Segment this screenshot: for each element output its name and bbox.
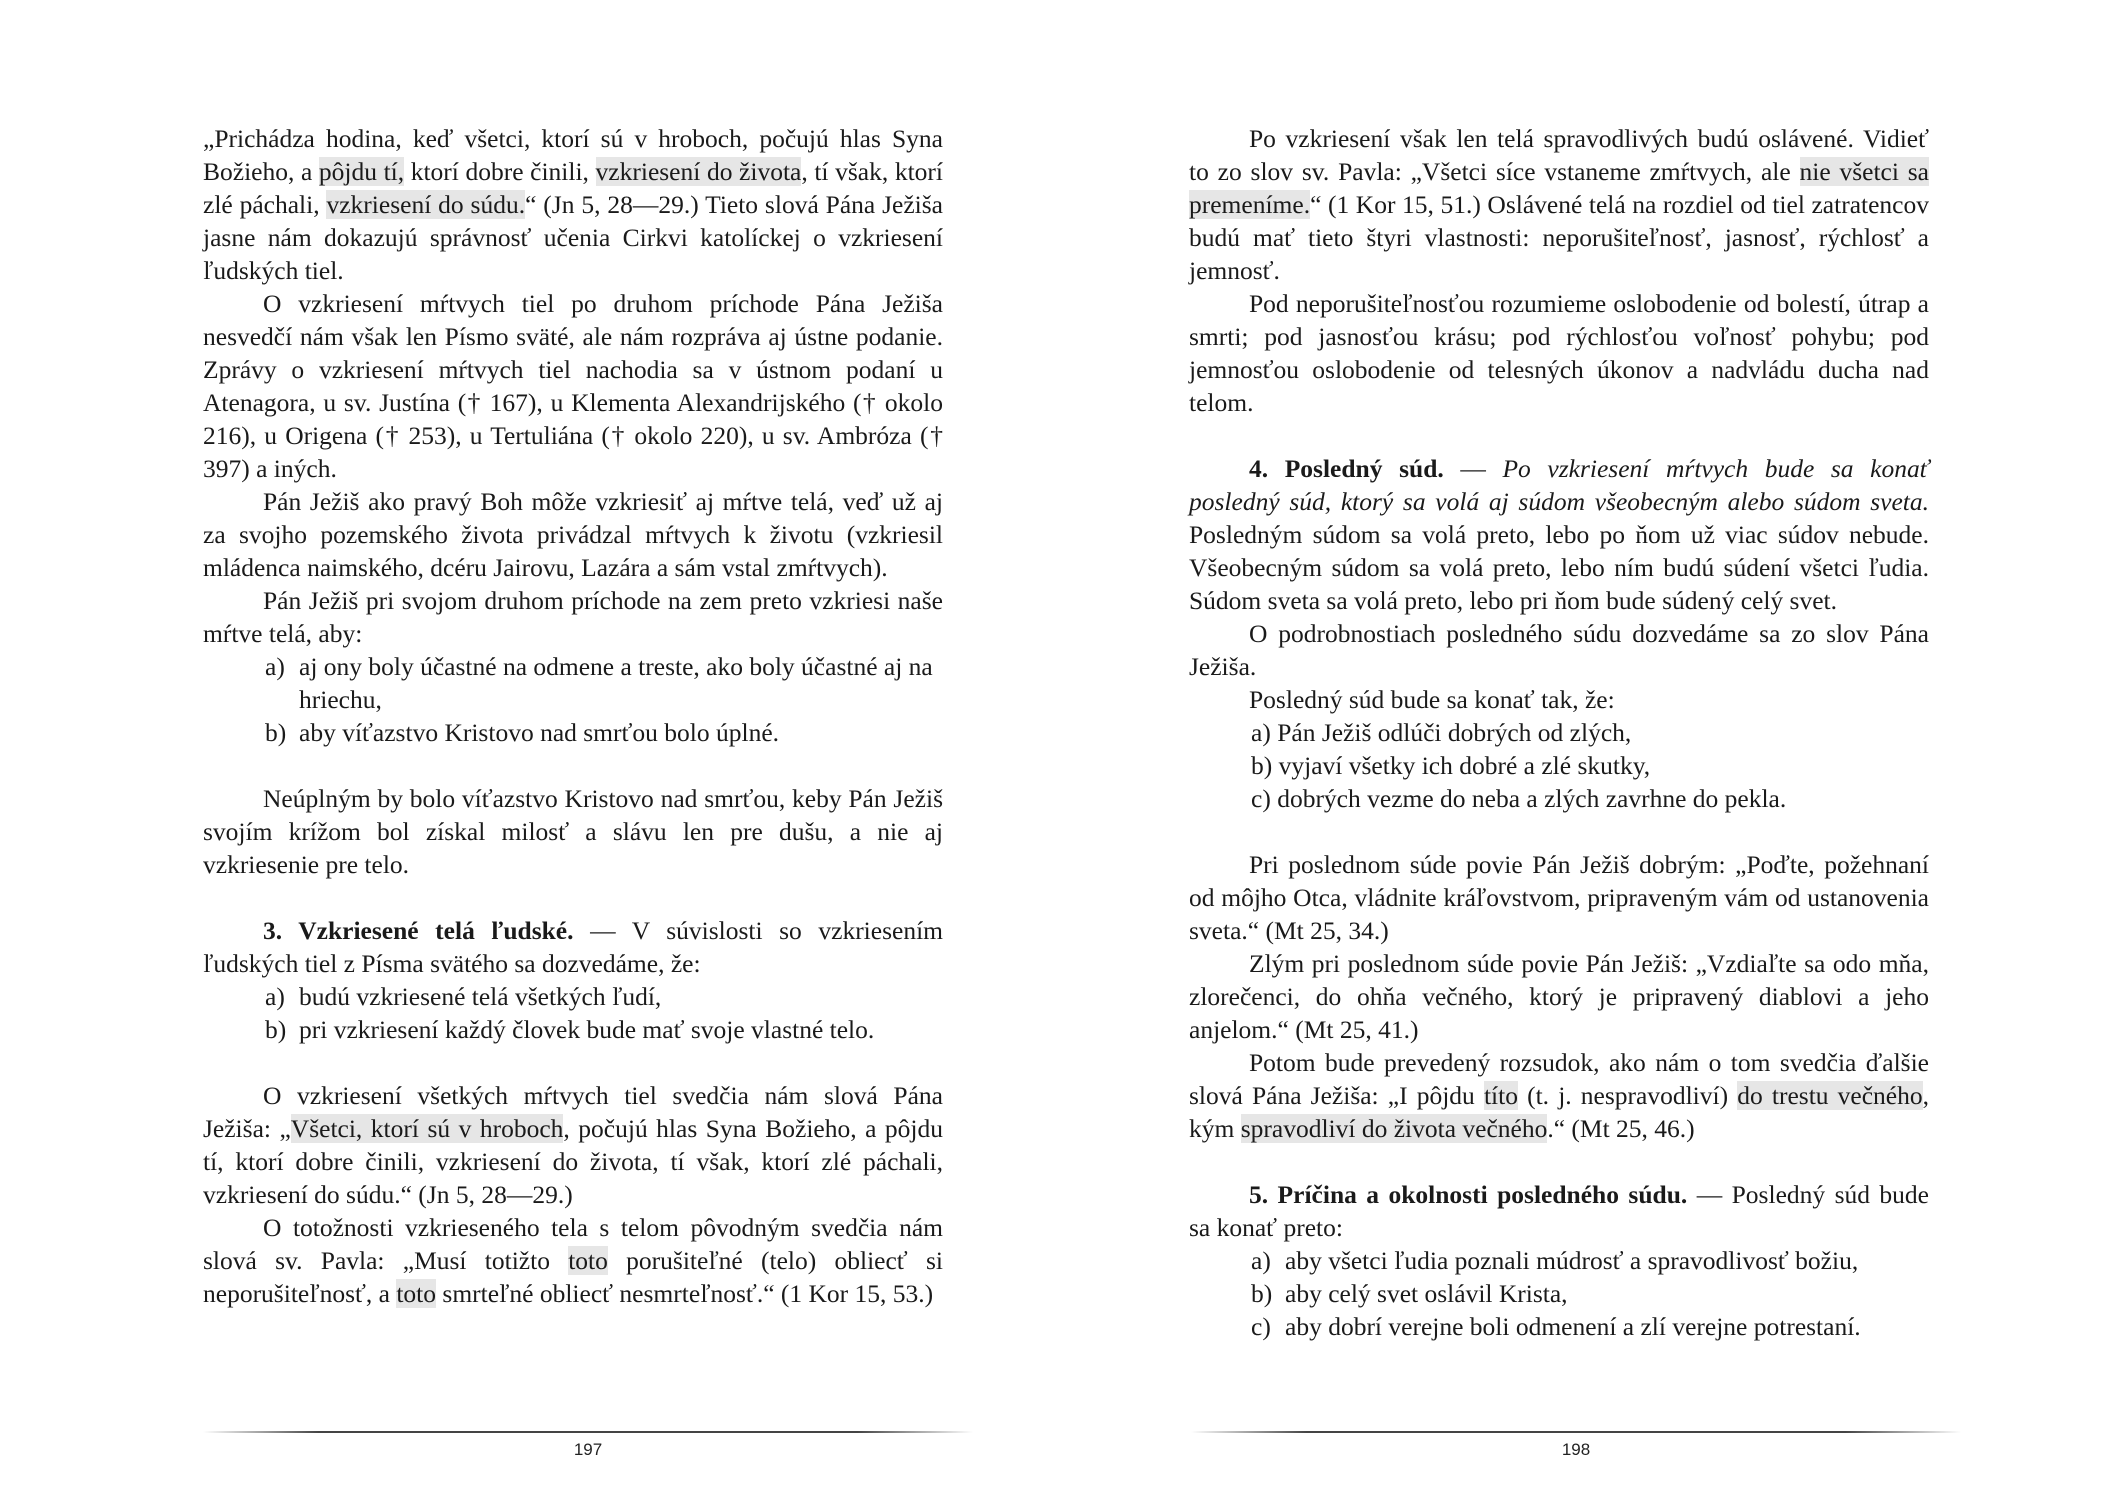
text-run: Neúplným by bolo víťazstvo Kristovo nad smrťou, keby Pán Ježiš svojím krížom bol získal milosť a slávu len pre dušu, a nie aj vzkriesenie pre telo.	[203, 784, 943, 879]
list-item	[1189, 782, 1929, 815]
text-run: Pri poslednom súde povie Pán Ježiš dobrým: „Poďte, požehnaní od môjho Otca, vládnite kráľovstvom, pripraveným vám od ustanovenia sveta.“ (Mt 25, 34.)	[1189, 850, 1929, 945]
list-item	[203, 716, 943, 749]
list-item-text: dobrých vezme do neba a zlých zavrhne do pekla.	[1277, 784, 1787, 813]
page-number: 197	[573, 1440, 603, 1459]
text-run: , počujú hlas Syna Božieho, a pôjdu tí, ktorí dobre činili, vzkriesení do života, tí však, ktorí zlé páchali, vzkriesení do súdu.“ (Jn 5, 28—29.)	[203, 1114, 943, 1209]
paragraph	[1189, 848, 1929, 947]
list-item	[1189, 1244, 1929, 1277]
text-run: Posledný súd bude sa konať tak, že:	[1249, 685, 1615, 714]
list-marker: a)	[265, 982, 285, 1011]
enumerated-list	[203, 980, 943, 1046]
list-item	[203, 1013, 943, 1046]
list-item-text: budú vzkriesené telá všetkých ľudí,	[299, 982, 662, 1011]
section-heading: 3. Vzkriesené telá ľudské.	[263, 916, 574, 945]
list-item-text: vyjaví všetky ich dobré a zlé skutky,	[1278, 751, 1651, 780]
paragraph	[1189, 122, 1929, 287]
text-run: , tí však, ktorí zlé páchali,	[203, 157, 943, 219]
right-page-text	[1189, 122, 1929, 1343]
paragraph	[1189, 617, 1929, 683]
text-run: O vzkriesení všetkých mŕtvych tiel svedčia nám slová Pána Ježiša: „	[203, 1081, 943, 1143]
text-run: (t. j. nespravodliví)	[1517, 1081, 1738, 1110]
text-run: ktorí dobre činili,	[404, 157, 596, 186]
text-run: — Posledný súd bude sa konať preto:	[1189, 1180, 1929, 1242]
paragraph	[1189, 1046, 1929, 1145]
text-run: Pán Ježiš ako pravý Boh môže vzkriesiť aj mŕtve telá, veď už aj za svojho pozemského života privádzal mŕtvych k životu (vzkriesil mládenca naimského, dcéru Jairovu, Lazára a sám vstal zmŕtvych).	[203, 487, 943, 582]
list-item-text: pri vzkriesení každý človek bude mať svoje vlastné telo.	[299, 1015, 875, 1044]
paragraph	[203, 1211, 943, 1310]
highlighted-text: spravodliví do života večného	[1240, 1114, 1548, 1143]
text-run: Pod neporušiteľnosťou rozumieme oslobodenie od bolestí, útrap a smrti; pod jasnosťou krásu; pod rýchlosťou voľnosť pohybu; pod jemnosťou oslobodenie od telesných úkonov a nadvládu ducha nad telom.	[1189, 289, 1929, 417]
left-page-text	[203, 122, 943, 1310]
list-marker: c)	[1251, 1312, 1271, 1341]
list-marker: b)	[1251, 751, 1273, 780]
text-run: porušiteľné (telo) obliecť si neporušiteľnosť, a	[203, 1246, 943, 1308]
text-run: — V súvislosti so vzkriesením ľudských tiel z Písma svätého sa dozvedáme, že:	[203, 916, 943, 978]
paragraph	[1189, 1178, 1929, 1244]
section-heading: 4. Posledný súd.	[1249, 454, 1444, 483]
list-marker: a)	[265, 652, 285, 681]
text-run: .“ (Mt 25, 46.)	[1547, 1114, 1695, 1143]
text-run: Zlým pri poslednom súde povie Pán Ježiš: „Vzdiaľte sa odo mňa, zlorečenci, do ohňa večného, ktorý je pripravený diablovi a jeho anjelom.“ (Mt 25, 41.)	[1189, 949, 1929, 1044]
paragraph	[203, 782, 943, 881]
list-item-text: aby všetci ľudia poznali múdrosť a spravodlivosť božiu,	[1285, 1246, 1859, 1275]
highlighted-text: Všetci, ktorí sú v hroboch	[290, 1114, 564, 1143]
list-marker: c)	[1251, 784, 1271, 813]
list-marker: a)	[1251, 1246, 1271, 1275]
paragraph	[1189, 452, 1929, 617]
footer-rule	[203, 1431, 973, 1433]
right-page	[1061, 0, 2122, 1500]
paragraph	[203, 1079, 943, 1211]
list-marker: b)	[265, 1015, 287, 1044]
list-item-text: Pán Ježiš odlúči dobrých od zlých,	[1277, 718, 1632, 747]
enumerated-list	[1189, 716, 1929, 815]
highlighted-text: do trestu večného	[1737, 1081, 1923, 1110]
enumerated-list	[1189, 1244, 1929, 1343]
highlighted-text: pôjdu tí,	[318, 157, 405, 186]
paragraph	[1189, 947, 1929, 1046]
page-number: 198	[1561, 1440, 1591, 1459]
list-item	[1189, 716, 1929, 749]
highlighted-text: toto	[568, 1246, 608, 1275]
enumerated-list	[203, 650, 943, 749]
highlighted-text: vzkriesení do života	[595, 157, 802, 186]
highlighted-text: títo	[1483, 1081, 1518, 1110]
list-marker: b)	[265, 718, 287, 747]
list-item	[1189, 1310, 1929, 1343]
list-item-text: aby celý svet oslávil Krista,	[1285, 1279, 1568, 1308]
highlighted-text: toto	[396, 1279, 437, 1308]
text-run: Posledným súdom sa volá preto, lebo po ňom už viac súdov nebude. Všeobecným súdom sa volá preto, lebo ním budú súdení všetci ľudia. Súdom sveta sa volá preto, lebo pri ňom bude súdený celý svet.	[1189, 520, 1929, 615]
footer-rule	[1191, 1431, 1961, 1433]
paragraph	[1189, 287, 1929, 419]
list-item	[203, 980, 943, 1013]
text-run: smrteľné obliecť nesmrteľnosť.“ (1 Kor 15, 53.)	[436, 1279, 934, 1308]
text-run: —	[1443, 454, 1503, 483]
paragraph	[203, 287, 943, 485]
list-marker: b)	[1251, 1279, 1273, 1308]
list-marker: a)	[1251, 718, 1271, 747]
list-item-text: aby víťazstvo Kristovo nad smrťou bolo úplné.	[299, 718, 780, 747]
paragraph	[203, 485, 943, 584]
section-heading: 5. Príčina a okolnosti posledného súdu.	[1249, 1180, 1688, 1209]
list-item-text: aj ony boly účastné na odmene a treste, ako boly účastné aj na hriechu,	[299, 652, 933, 714]
list-item	[1189, 749, 1929, 782]
text-run: “ (Jn 5, 28—29.) Tieto slová Pána Ježiša jasne nám dokazujú správnosť učenia Cirkvi katolíckej o vzkriesení ľudských tiel.	[203, 190, 943, 285]
text-run: O totožnosti vzkrieseného tela s telom pôvodným svedčia nám slová sv. Pavla: „Musí totižto	[203, 1213, 943, 1275]
list-item-text: aby dobrí verejne boli odmenení a zlí verejne potrestaní.	[1285, 1312, 1861, 1341]
text-run: “ (1 Kor 15, 51.) Oslávené telá na rozdiel od tiel zatratencov budú mať tieto štyri vlastnosti: neporušiteľnosť, jasnosť, rýchlosť a jemnosť.	[1189, 190, 1929, 285]
text-run: O vzkriesení mŕtvych tiel po druhom príchode Pána Ježiša nesvedčí nám však len Písmo sväté, ale nám rozpráva aj ústne podanie. Zprávy o vzkriesení mŕtvych tiel nachodia sa v ústnom podaní u Atenagora, u sv. Justína († 167), u Klementa Alexandrijského († okolo 216), u Origena († 253), u Tertuliána († okolo 220), u sv. Ambróza († 397) a iných.	[203, 289, 943, 483]
text-run: „Prichádza hodina, keď všetci, ktorí sú v hroboch, počujú hlas Syna Božieho, a	[203, 124, 943, 186]
highlighted-text: nie všetci sa premeníme.	[1189, 157, 1930, 219]
text-run: Po vzkriesení mŕtvych bude sa konať posledný súd, ktorý sa volá aj súdom všeobecným alebo súdom sveta.	[1189, 454, 1929, 516]
text-run: Pán Ježiš pri svojom druhom príchode na zem preto vzkriesi naše mŕtve telá, aby:	[203, 586, 943, 648]
text-run: Po vzkriesení však len telá spravodlivých budú oslávené. Vidieť to zo slov sv. Pavla: „Všetci síce vstaneme zmŕtvych, ale	[1189, 124, 1929, 186]
paragraph	[203, 584, 943, 650]
list-item	[203, 650, 943, 716]
text-run: O podrobnostiach posledného súdu dozvedáme sa zo slov Pána Ježiša.	[1189, 619, 1929, 681]
paragraph	[1189, 683, 1929, 716]
list-item	[1189, 1277, 1929, 1310]
highlighted-text: vzkriesení do súdu.	[326, 190, 526, 219]
text-run: Potom bude prevedený rozsudok, ako nám o tom svedčia ďalšie slová Pána Ježiša: „I pôjdu	[1189, 1048, 1929, 1110]
paragraph	[203, 914, 943, 980]
text-run: , kým	[1189, 1081, 1929, 1143]
paragraph	[203, 122, 943, 287]
